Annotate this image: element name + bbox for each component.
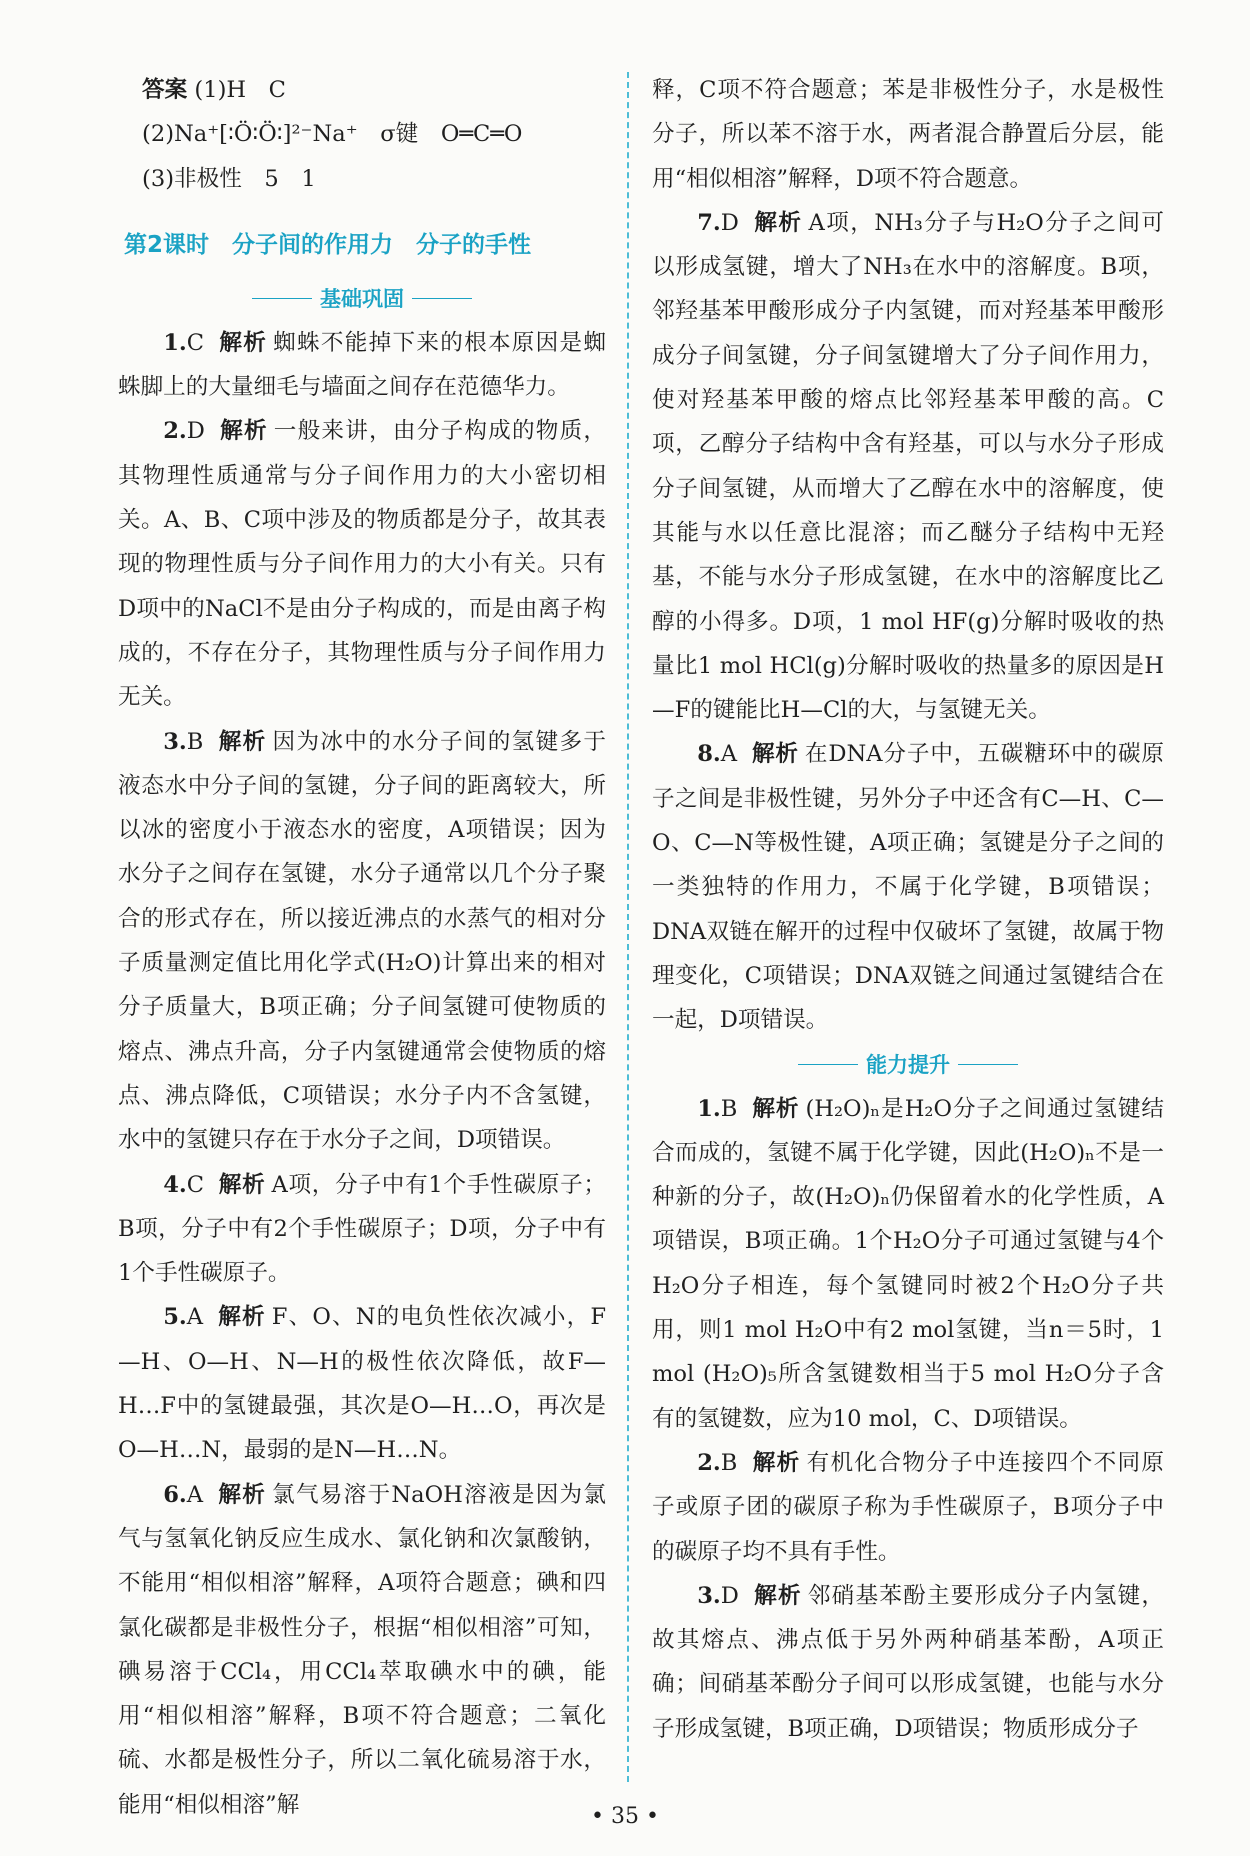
- answer-part-1: (1)H C: [194, 77, 286, 103]
- analysis-label: 解析: [218, 329, 268, 356]
- item-choice: D: [720, 209, 739, 236]
- item-text: 一般来讲，由分子构成的物质，其物理性质通常与分子间作用力的大小密切相关。A、B、C项中涉及的物质都是分子，故其表现的物理性质与分子间作用力的大小有关。只有D项中的NaCl不是由分子构成的，而是由离子构成的，不存在分子，其物理性质与分子间作用力无关。: [118, 418, 607, 711]
- item-text: A项，分子中有1个手性碳原子；B项，分子中有2个手性碳原子；D项，分子中有1个手性碳原子。: [118, 1171, 607, 1287]
- analysis-label: 解析: [751, 741, 799, 768]
- section-basic-title: 基础巩固: [320, 286, 404, 311]
- item-number: 5.: [163, 1304, 187, 1331]
- analysis-label: 解析: [217, 1304, 266, 1331]
- item-choice: A: [186, 1481, 204, 1508]
- basic-item-2: [118, 409, 606, 719]
- item-choice: A: [720, 741, 738, 768]
- answer-line-1: [118, 68, 606, 112]
- item-number: 1.: [697, 1095, 721, 1122]
- analysis-label: 解析: [218, 418, 268, 445]
- section-basic: [118, 277, 606, 321]
- item-text: A项，NH₃分子与H₂O分子之间可以形成氢键，增大了NH₃在水中的溶解度。B项，邻羟基苯甲酸形成分子内氢键，而对羟基苯甲酸形成分子间氢键，分子间氢键增大了分子间作用力，使对羟基苯甲酸的熔点比邻羟基苯甲酸的高。C项，乙醇分子结构中含有羟基，可以与水分子形成分子间氢键，从而增大了乙醇在水中的溶解度，使其能与水以任意比混溶；而乙醚分子结构中无羟基，不能与水分子形成氢键，在水中的溶解度比乙醇的小得多。D项，1 mol HF(g)分解时吸收的热量比1 mol HCl(g)分解时吸收的热量多的原因是H—F的键能比H—Cl的大，与氢键无关。: [652, 209, 1164, 724]
- item-number: 2.: [697, 1449, 721, 1476]
- analysis-label: 解析: [218, 1171, 266, 1198]
- item-number: 1.: [163, 329, 187, 356]
- item-text: 蜘蛛不能掉下来的根本原因是蜘蛛脚上的大量细毛与墙面之间存在范德华力。: [118, 329, 607, 401]
- item-text: 在DNA分子中，五碳糖环中的碳原子之间是非极性键，另外分子中还含有C—H、C—O、C—N等极性键，A项正确；氢键是分子之间的一类独特的作用力，不属于化学键，B项错误；DNA双链在解开的过程中仅破坏了氢键，故属于物理变化，C项错误；DNA双链之间通过氢键结合在一起，D项错误。: [652, 741, 1165, 1034]
- basic-item-8: [652, 732, 1164, 1042]
- basic-item-7: [652, 201, 1164, 733]
- item-text: 氯气易溶于NaOH溶液是因为氯气与氢氧化钠反应生成水、氯化钠和次氯酸钠，不能用“相似相溶”解释，A项符合题意；碘和四氯化碳都是非极性分子，根据“相似相溶”可知，碘易溶于CCl₄，用CCl₄萃取碘水中的碘，能用“相似相溶”解释，B项不符合题意；二氧化硫、水都是极性分子，所以二氧化硫易溶于水，能用“相似相溶”解: [118, 1481, 607, 1818]
- section-rule-left: [798, 1064, 858, 1065]
- advanced-item-1: [652, 1087, 1164, 1441]
- analysis-label: 解析: [752, 209, 803, 236]
- item-number: 7.: [697, 209, 721, 236]
- item-choice: C: [186, 329, 205, 356]
- item-text: F、O、N的电负性依次减小，F—H、O—H、N—H的极性依次降低，故F—H…F中的氢键最强，其次是O—H…O，再次是O—H…N，最弱的是N—H…N。: [118, 1304, 606, 1464]
- analysis-label: 解析: [752, 1582, 802, 1609]
- section-rule-right: [412, 298, 472, 299]
- item-text: (H₂O)ₙ是H₂O分子之间通过氢键结合而成的，氢键不属于化学键，因此(H₂O)ₙ不是一种新的分子，故(H₂O)ₙ仍保留着水的化学性质，A项错误，B项正确。1个H₂O分子可通过氢键与4个H₂O分子相连，每个氢键同时被2个H₂O分子共用，则1 mol H₂O中有2 mol氢键，当n＝5时，1 mol (H₂O)₅所含氢键数相当于5 mol H₂O分子含有的氢键数，应为10 mol，C、D项错误。: [652, 1095, 1164, 1432]
- left-column: [118, 68, 606, 1827]
- item-choice: C: [186, 1171, 205, 1198]
- item-choice: D: [186, 418, 205, 445]
- page-number: • 35 •: [591, 1804, 659, 1829]
- section-rule-left: [252, 298, 312, 299]
- item-choice: A: [186, 1304, 204, 1331]
- item-text: 因为冰中的水分子间的氢键多于液态水中分子间的氢键，分子间的距离较大，所以冰的密度小于液态水的密度，A项错误；因为水分子之间存在氢键，水分子通常以几个分子聚合的形式存在，所以接近沸点的水蒸气的相对分子质量测定值比用化学式(H₂O)计算出来的相对分子质量大，B项正确；分子间氢键可使物质的熔点、沸点升高，分子内氢键通常会使物质的熔点、沸点降低，C项错误；水分子内不含氢键，水中的氢键只存在于水分子之间，D项错误。: [118, 728, 607, 1154]
- item-number: 8.: [697, 741, 721, 768]
- basic-item-4: [118, 1163, 606, 1296]
- item-choice: B: [720, 1095, 738, 1122]
- basic-item-6-continued: 释，C项不符合题意；苯是非极性分子，水是极性分子，所以苯不溶于水，两者混合静置后分层，能用“相似相溶”解释，D项不符合题意。: [652, 77, 1164, 192]
- right-column: [652, 68, 1164, 1751]
- answer-label: 答案: [142, 77, 188, 103]
- item-number: 6.: [163, 1481, 187, 1508]
- advanced-item-3: [652, 1574, 1164, 1751]
- item-choice: D: [720, 1582, 739, 1609]
- item-number: 3.: [697, 1582, 721, 1609]
- basic-item-1: [118, 321, 606, 410]
- answer-line-3: (3)非极性 5 1: [142, 165, 316, 192]
- section-advanced: [652, 1043, 1164, 1087]
- item-choice: B: [186, 728, 204, 755]
- item-choice: B: [720, 1449, 738, 1476]
- basic-item-5: [118, 1295, 606, 1472]
- item-number: 3.: [163, 728, 187, 755]
- section-rule-right: [958, 1064, 1018, 1065]
- column-divider: [627, 72, 629, 1782]
- item-number: 2.: [163, 418, 187, 445]
- analysis-label: 解析: [217, 728, 267, 755]
- advanced-item-2: [652, 1441, 1164, 1574]
- section-advanced-title: 能力提升: [866, 1052, 950, 1077]
- item-number: 4.: [163, 1171, 187, 1198]
- analysis-label: 解析: [751, 1449, 801, 1476]
- basic-item-6: [118, 1473, 606, 1827]
- item-text: 有机化合物分子中连接四个不同原子或原子团的碳原子称为手性碳原子，B项分子中的碳原子均不具有手性。: [652, 1449, 1165, 1565]
- analysis-label: 解析: [217, 1481, 267, 1508]
- answer-line-2: (2)Na⁺[∶Ö∶Ö∶]²⁻Na⁺ σ键 O═C═O: [142, 121, 523, 148]
- analysis-label: 解析: [751, 1095, 800, 1122]
- basic-item-3: [118, 720, 606, 1163]
- item-text: 邻硝基苯酚主要形成分子内氢键，故其熔点、沸点低于另外两种硝基苯酚，A项正确；间硝基苯酚分子间可以形成氢键，也能与水分子形成氢键，B项正确，D项错误；物质形成分子: [652, 1582, 1165, 1742]
- lesson-title: 第2课时 分子间的作用力 分子的手性: [124, 231, 532, 258]
